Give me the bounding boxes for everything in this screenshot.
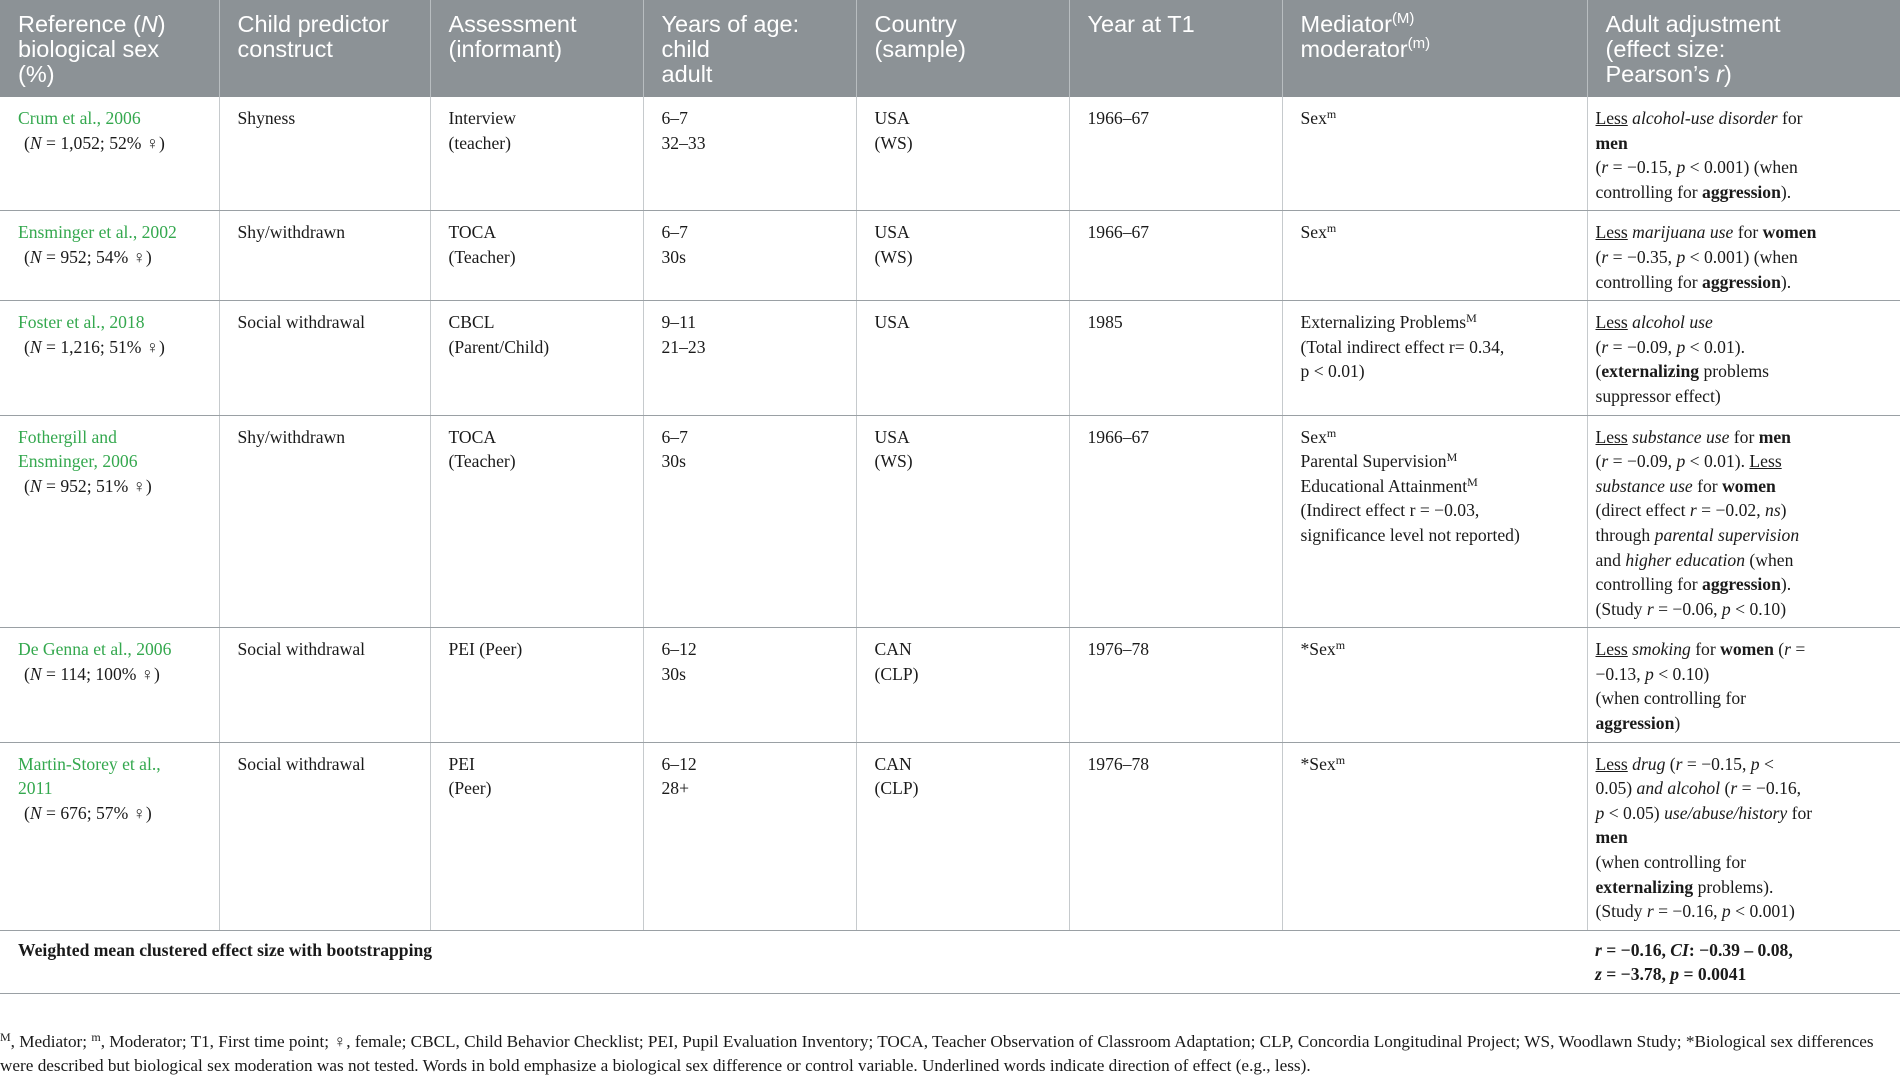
text-run: (Study [1595,598,1647,619]
superscript: M [1466,311,1477,326]
mediator-line: significance level not reported) [1300,524,1520,545]
superscript: M [1446,450,1458,465]
text-run: for [1690,639,1721,660]
table-footnote [0,1030,1880,1078]
text-run: p [1676,157,1686,178]
text-run: N [29,475,42,496]
cell-predictor: Social withdrawal [219,742,430,930]
text-run: aggression [1595,713,1675,734]
text-run: externalizing [1595,876,1694,897]
text-run: Less [1749,451,1782,472]
text-run: r [1601,157,1609,178]
header-assessment: Assessment (informant) [430,0,643,97]
text-run: Less [1595,222,1628,243]
table-row [0,211,1900,301]
cell-assessment [430,742,643,930]
text-run: p [1670,964,1680,985]
cell-mediator [1282,415,1587,628]
cell-reference [0,301,219,415]
text-run: suppressor effect) [1595,385,1721,406]
cell-adjustment [1587,628,1900,742]
cell-line: 6–12 [661,753,697,774]
text-run: (direct effect [1595,500,1690,521]
mediator-line: Sex [1300,426,1327,447]
sample-size [18,801,152,826]
text-run: ). [1780,271,1792,292]
cell-line: 6–7 [661,222,688,243]
text-run: ). [1780,181,1792,202]
text-run: for [1692,475,1723,496]
text-run: < [1759,753,1774,774]
summary-label: Weighted mean clustered effect size with bootstrapping [0,930,1587,993]
cell-mediator [1282,628,1587,742]
cell-line: (WS) [874,246,913,267]
text-run: r [1601,451,1609,472]
text-run: = 676; 57% ♀) [41,802,152,823]
cell-line: 32–33 [661,132,706,153]
text-run: ( [1595,361,1602,382]
text-run: p [1676,451,1686,472]
cell-year: 1966–67 [1069,415,1282,628]
cell-line: 6–7 [661,426,688,447]
cell-age [643,211,856,301]
text-run: < 0.001) (when [1685,246,1798,267]
cell-predictor: Shy/withdrawn [219,211,430,301]
text-run: through [1595,524,1655,545]
text-run: Less [1595,753,1628,774]
text-run: r [1601,246,1609,267]
cell-line: (WS) [874,132,913,153]
cell-line: 28+ [661,778,690,799]
text-run: women [1722,475,1776,496]
superscript: m [1335,638,1346,653]
text-run: parental supervision [1654,524,1800,545]
text-run: z [1595,964,1602,985]
cell-line: TOCA [448,426,497,447]
text-run: for [1729,426,1759,447]
text-run: r [1601,336,1609,357]
mediator-line: *Sex [1300,639,1336,660]
mediator-line: Sex [1300,108,1327,128]
table-row [0,415,1900,628]
text-run: ) [1674,713,1681,734]
text-run: externalizing [1601,361,1700,382]
text-run: women [1720,639,1774,660]
sample-size [18,245,152,270]
text-run: (when controlling for [1595,852,1746,873]
text-run: ( [24,132,30,153]
cell-line: TOCA [448,222,497,243]
cell-line: 6–12 [661,639,697,660]
text-run: p [1721,598,1731,619]
text-run: controlling for [1595,271,1703,292]
cell-mediator [1282,97,1587,211]
text-run: substance use [1595,475,1693,496]
cell-adjustment [1587,97,1900,211]
sample-size [18,335,165,360]
text-run: for [1787,802,1813,823]
text-run: p [1676,336,1686,357]
mediator-line: (Total indirect effect r= 0.34, [1300,336,1505,357]
text-run: r [1675,753,1683,774]
text-run: ( [1665,753,1676,774]
cell-adjustment [1587,415,1900,628]
text-run: N [29,246,42,267]
reference-link: Foster et al., 2018 [18,312,145,333]
text-run: controlling for [1595,574,1703,595]
text-run: < 0.001) (when [1685,157,1798,178]
text-run: and [1595,549,1626,570]
cell-adjustment [1587,742,1900,930]
text-run: r [1784,639,1791,660]
cell-reference [0,415,219,628]
cell-line: PEI [448,753,475,774]
cell-line: 6–7 [661,108,688,128]
text-run: problems). [1693,876,1774,897]
reference-link: Martin-Storey et al., [18,753,161,774]
text-run: men [1595,132,1628,153]
text-run: (Study [1595,901,1647,922]
text-run: N [29,663,42,684]
text-run: = −0.15, [1608,157,1677,178]
table-row [0,742,1900,930]
cell-country [856,628,1069,742]
cell-line: (WS) [874,451,913,472]
cell-year: 1966–67 [1069,211,1282,301]
text-run: = 1,052; 52% ♀) [41,132,165,153]
text-run: p [1750,753,1760,774]
text-run: = −0.02, [1696,500,1766,521]
text-run: = −0.15, [1682,753,1751,774]
cell-country [856,97,1069,211]
cell-line: CAN [874,639,912,660]
cell-line: 30s [661,451,686,472]
cell-assessment [430,301,643,415]
text-run: = −0.16, [1601,939,1671,960]
text-run: < 0.01). [1685,451,1750,472]
text-run: marijuana use [1632,222,1734,243]
text-run: for [1777,108,1803,128]
text-run: < 0.001) [1730,901,1795,922]
text-run: < 0.05) [1604,802,1665,823]
cell-line: Interview [448,108,516,128]
cell-predictor: Social withdrawal [219,301,430,415]
cell-line: 30s [661,663,686,684]
text-run: < 0.10) [1653,663,1710,684]
cell-mediator [1282,211,1587,301]
cell-assessment [430,628,643,742]
text-run: aggression [1702,574,1781,595]
text-run: ( [1773,639,1785,660]
cell-line: 21–23 [661,336,706,357]
text-run: women [1762,222,1817,243]
cell-mediator [1282,301,1587,415]
text-run: drug [1632,753,1666,774]
text-run: ns [1765,500,1781,521]
text-run: substance use [1632,426,1730,447]
cell-year: 1976–78 [1069,742,1282,930]
text-run: , Mediator; [10,1032,92,1051]
text-run: −0.13, [1595,663,1646,684]
cell-line: (teacher) [448,132,511,153]
text-run: smoking [1632,639,1691,660]
cell-adjustment [1587,301,1900,415]
superscript: m [91,1030,101,1044]
text-run: = −0.16, [1737,778,1802,799]
text-run: = 1,216; 51% ♀) [41,336,165,357]
text-run: controlling for [1595,181,1703,202]
cell-line: USA [874,426,910,447]
header-row [0,0,1900,97]
text-run: Less [1595,108,1628,128]
text-run: for [1733,222,1763,243]
text-run: r [1646,598,1654,619]
text-run: p [1595,802,1605,823]
text-run: men [1595,827,1628,848]
text-run: p [1645,663,1654,684]
cell-line: (Peer) [448,778,492,799]
mediator-line: Parental Supervision [1300,451,1447,472]
cell-assessment [430,415,643,628]
text-run: r [1689,500,1697,521]
text-run: = 952; 54% ♀) [41,246,152,267]
cell-year: 1976–78 [1069,628,1282,742]
reference-link: De Genna et al., 2006 [18,639,172,660]
text-run: (when controlling for [1595,688,1746,709]
cell-age [643,415,856,628]
sample-size [18,662,160,687]
text-run: ) [1780,500,1787,521]
mediator-line: (Indirect effect r = −0.03, [1300,500,1480,521]
text-run: alcohol use [1632,312,1713,333]
cell-country [856,415,1069,628]
text-run: and alcohol [1636,778,1721,799]
text-run: p [1676,246,1686,267]
mediator-line: Sex [1300,222,1327,243]
cell-line: CBCL [448,312,495,333]
cell-reference [0,628,219,742]
cell-country [856,742,1069,930]
cell-line: (Parent/Child) [448,336,550,357]
text-run: = −0.16, [1653,901,1722,922]
reference-link: Ensminger, 2006 [18,451,138,472]
text-run: ( [1720,778,1731,799]
cell-country [856,211,1069,301]
text-run: : −0.39 – 0.08, [1688,939,1793,960]
cell-country [856,301,1069,415]
text-run: , Moderator; T1, First time point; ♀, female; CBCL, Child Behavior Checklist; PEI, Pupil Evaluation Inventory; TOCA, Teacher Observation of Classroom Adaptation; CLP, Concordia Longitudinal Project; WS, Woodlawn Study; *Biological sex differences were described but biological sex moderation was not tested. Words in bold emphasize a biological sex difference or control variable. Underlined words indicate direction of effect (e.g., less). [0,1032,1874,1075]
cell-year: 1966–67 [1069,97,1282,211]
cell-reference [0,211,219,301]
text-run: men [1758,426,1791,447]
sample-size [18,474,152,499]
text-run: = 114; 100% ♀) [41,663,160,684]
cell-line: USA [874,312,910,333]
superscript: m [1326,221,1337,236]
header-predictor: Child predictor construct [219,0,430,97]
text-run: ( [24,336,30,357]
cell-predictor: Social withdrawal [219,628,430,742]
cell-mediator [1282,742,1587,930]
text-run: ( [1595,336,1602,357]
reference-link: Fothergill and [18,426,117,447]
text-run: problems [1699,361,1769,382]
cell-reference [0,97,219,211]
cell-reference [0,742,219,930]
cell-adjustment [1587,211,1900,301]
mediator-line: Educational Attainment [1300,475,1468,496]
table-row [0,301,1900,415]
table-row [0,97,1900,211]
sample-size [18,131,165,156]
cell-line: 9–11 [661,312,697,333]
table-row [0,628,1900,742]
summary-value [1587,930,1900,993]
reference-link: 2011 [18,778,53,799]
text-run: = −0.09, [1608,451,1677,472]
reference-link: Ensminger et al., 2002 [18,222,177,243]
cell-line: 30s [661,246,686,267]
header-age: Years of age: child adult [643,0,856,97]
text-run: ( [24,663,30,684]
cell-predictor: Shyness [219,97,430,211]
text-run: alcohol-use disorder [1632,108,1778,128]
text-run: CI [1670,939,1689,960]
text-run: = 0.0041 [1679,964,1747,985]
text-run: Less [1595,426,1628,447]
text-run: higher education [1625,549,1746,570]
header-mediator: Mediator$^{(M)}$ moderator$^{(m)}$ [1282,0,1587,97]
cell-line: PEI (Peer) [448,639,523,660]
text-run: aggression [1702,181,1781,202]
mediator-line: p < 0.01) [1300,361,1365,382]
superscript: m [1335,752,1346,767]
cell-line: (CLP) [874,778,919,799]
text-run: = [1791,639,1806,660]
cell-age [643,628,856,742]
text-run: < 0.01). [1685,336,1746,357]
cell-line: (CLP) [874,663,919,684]
text-run: p [1721,901,1731,922]
text-run: r [1730,778,1738,799]
mediator-line: *Sex [1300,753,1336,774]
reference-link: Crum et al., 2006 [18,108,141,128]
text-run: ( [1595,451,1602,472]
header-country: Country (sample) [856,0,1069,97]
text-run: < 0.10) [1730,598,1787,619]
cell-assessment [430,211,643,301]
superscript: M [1467,474,1478,489]
cell-line: CAN [874,753,912,774]
text-run: 0.05) [1595,778,1637,799]
text-run: r [1646,901,1654,922]
cell-line: (Teacher) [448,246,516,267]
cell-year: 1985 [1069,301,1282,415]
text-run: (when [1745,549,1794,570]
summary-row [0,930,1900,993]
superscript: M [0,1030,11,1044]
text-run: ( [1595,157,1602,178]
text-run: Less [1595,639,1628,660]
mediator-line: Externalizing Problems [1300,312,1467,333]
cell-age [643,301,856,415]
cell-assessment [430,97,643,211]
text-run: ( [24,475,30,496]
text-run: = −0.09, [1608,336,1677,357]
header-reference: Reference (N) biological sex (%) [0,0,219,97]
cell-line: USA [874,222,910,243]
text-run: ( [1595,246,1602,267]
text-run: = 952; 51% ♀) [41,475,152,496]
text-run: N [29,336,42,357]
text-run: ( [24,802,30,823]
cell-line: USA [874,108,910,128]
superscript: m [1326,425,1337,440]
text-run: = −3.78, [1601,964,1671,985]
cell-age [643,97,856,211]
text-run: ). [1780,574,1792,595]
superscript: m [1326,107,1337,121]
header-year: Year at T1 [1069,0,1282,97]
text-run: Less [1595,312,1628,333]
text-run: use/abuse/history [1664,802,1788,823]
text-run: r [1595,939,1602,960]
text-run: = −0.06, [1653,598,1722,619]
cell-predictor: Shy/withdrawn [219,415,430,628]
header-adjustment: Adult adjustment (effect size: Pearson’s r) [1587,0,1900,97]
cell-line: (Teacher) [448,451,516,472]
text-run: aggression [1702,271,1781,292]
text-run: N [29,802,42,823]
cell-age [643,742,856,930]
text-run: = −0.35, [1608,246,1677,267]
text-run: N [29,132,42,153]
text-run: ( [24,246,30,267]
